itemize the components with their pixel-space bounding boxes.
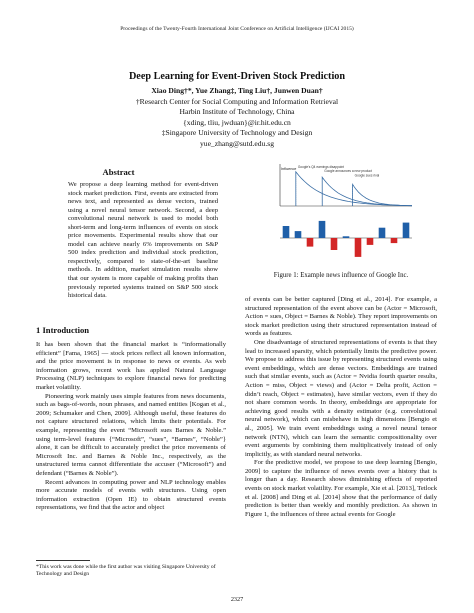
affiliation-1: †Research Center for Social Computing and Information Retrieval (135, 96, 339, 106)
event-annotation: Google's Q4 earnings disappoint (297, 165, 344, 169)
right-paragraph-3: For the predictive model, we propose to use deep learning [Bengio, 2009] to capture the influence of news events over a history that is longer than a day. Research shows diminishing effects of reported events on stock market volatility. For example, Xie et al. [2013], Tetlock et al. [2008] and Ding et al. [2014] show that the performance of daily prediction is better than weekly and monthly prediction. As shown in Figure 1, the influences of three actual events for Google (245, 459, 437, 518)
introduction-heading: 1 Introduction (36, 325, 90, 335)
intro-paragraph-3: Recent advances in computing power and NLP technology enables more accurate models of events with structures. Using open information extraction (Open IE) to obtain structured events representations, we find that the actor and object (36, 478, 226, 512)
influence-chart (266, 158, 416, 266)
page-number: 2327 (230, 596, 244, 603)
email-2: yue_zhang@sutd.edu.sg (199, 138, 275, 148)
abstract-text: We propose a deep learning method for event-driven stock market prediction. First, events are extracted from news text, and represented as dense vectors, trained using a novel neural tensor network. Second, a deep convolutional neural network is used to model both short-term and long-term influences of events on stock price movements. Experimental results show that our model can achieve nearly 6% improvements on S&P 500 index prediction and individual stock prediction, respectively, compared to state-of-the-art baseline methods. In addition, market simulation results show that our system is more capable of making profits than previously reported systems trained on S&P 500 stock historical data. (68, 181, 218, 300)
price-change-bar (355, 238, 362, 257)
right-paragraph-2: One disadvantage of structured representations of events is that they lead to increased sparsity, which potentially limits the predictive power. We propose to address this issue by representing structured events using event embeddings, which are dense vectors. Embeddings are trained such that similar events, such as (Actor = Nvidia fourth quarter results, Action = miss, Object = views) and (Actor = Delta profit, Action = didn’t reach, Object = estimates), have similar vectors, even if they do not share common words. In theory, embeddings are appropriate for achieving good results with a density estimator (e.g. convolutional neural network), which can misbehave in high dimensions [Bengio et al., 2005]. We train event embeddings using a novel neural tensor network (NTN), which can learn the semantic compositionality over event arguments by combining them multiplicatively instead of only implicitly, as with standard neural networks. (245, 338, 437, 458)
right-column (245, 296, 437, 519)
footnote-rule (36, 560, 90, 561)
left-column (36, 341, 226, 513)
intro-paragraph-2: Pioneering work mainly uses simple features from news documents, such as bags-of-words, noun phrases, and named entities [Kogan et al., 2009; Schumaker and Chen, 2009]. Although useful, these features do not capture structured relations, which limits their potentials. For example, representing the event “Microsoft sues Barnes & Noble.” using term-level features {“Microsoft”, “sues”, “Barnes”, “Noble”} alone, it can be difficult to accurately predict the price movements of Microsoft Inc. and Barnes & Noble Inc., respectively, as the unstructured terms cannot differentiate the accuser (“Microsoft”) and defendant (“Barnes & Noble”). (36, 392, 226, 477)
price-change-bar (343, 236, 350, 238)
price-change-bar (379, 228, 386, 238)
influence-curve (322, 177, 412, 206)
price-change-bar (331, 238, 338, 250)
affiliation-1-institution: Harbin Institute of Technology, China (179, 107, 295, 117)
figure-caption: Figure 1: Example news influence of Google Inc. (273, 272, 409, 279)
price-change-bar (367, 238, 374, 245)
author-names: Xiao Ding†*, Yue Zhang‡, Ting Liu†, Junwen Duan† (151, 86, 323, 95)
abstract-heading: Abstract (102, 167, 135, 177)
email-1: {xding, tliu, jwduan}@ir.hit.edu.cn (183, 117, 291, 127)
price-change-bar (283, 226, 290, 238)
price-change-bar (307, 238, 314, 247)
intro-paragraph-1: It has been shown that the financial market is “informationally efficient” [Fama, 1965] — stock prices reflect all known information, and the price movement is in response to news or events. As web information grows, recent work has applied Natural Language Processing (NLP) techniques to explore financial news for predicting market volatility. (36, 341, 226, 391)
price-change-bar (319, 221, 326, 238)
event-annotation: Google sues rival (354, 173, 380, 178)
event-annotation: Google announces a new product (324, 169, 372, 174)
influence-curve (353, 184, 412, 206)
price-change-bar (295, 231, 302, 238)
footnote: *This work was done while the first author was visiting Singapore University of Technology and Design (36, 564, 216, 577)
right-paragraph-1: of events can be better captured [Ding et al., 2014]. For example, a structured representation of the event above can be (Actor = Microsoft, Action = sues, Object = Barnes & Noble). They report improvements on stock market prediction using their structured representation instead of words as features. (245, 296, 437, 338)
proceedings-header: Proceedings of the Twenty-Fourth International Joint Conference on Artificial Intelligence (IJCAI 2015) (120, 26, 354, 32)
affiliation-2: ‡Singapore University of Technology and Design (161, 128, 313, 138)
paper-title: Deep Learning for Event-Driven Stock Prediction (128, 71, 346, 82)
author-block (0, 86, 474, 150)
price-change-bar (391, 238, 398, 243)
figure-1 (266, 158, 416, 266)
price-change-bar (403, 223, 410, 238)
influence-axis-label: Influence (281, 167, 297, 171)
